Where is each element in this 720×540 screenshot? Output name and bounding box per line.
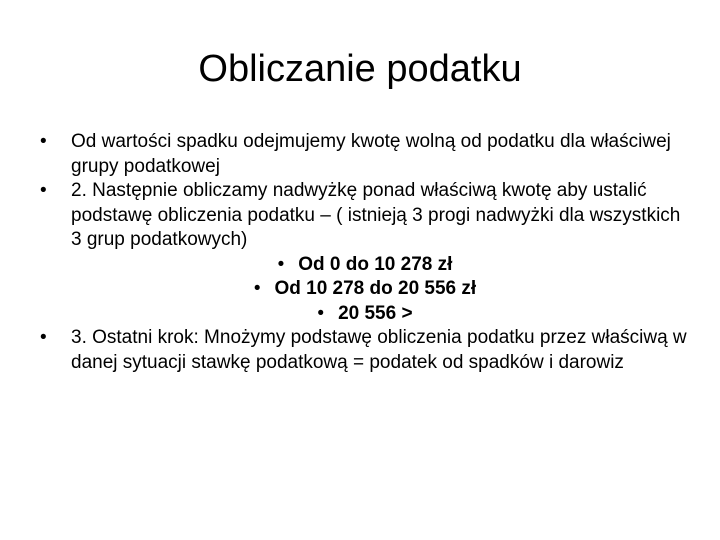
threshold-item xyxy=(40,253,690,278)
list-item-text: 2. Następnie obliczamy nadwyżkę ponad właściwą kwotę aby ustalić podstawę obliczenia podatku – ( istnieją 3 progi nadwyżki dla wszystkich 3 grup podatkowych) xyxy=(71,180,681,250)
bullet-list xyxy=(40,130,690,375)
threshold-text: Od 0 do 10 278 zł xyxy=(298,253,453,275)
list-item xyxy=(40,326,690,375)
bullet-icon: • xyxy=(253,278,261,299)
bullet-icon: • xyxy=(40,131,47,152)
threshold-text: 20 556 > xyxy=(338,302,413,324)
bullet-icon: • xyxy=(40,327,47,348)
bullet-icon: • xyxy=(277,253,285,275)
threshold-item xyxy=(40,302,690,327)
slide-title: Obliczanie podatku xyxy=(198,48,522,90)
list-item-text: 3. Ostatni krok: Mnożymy podstawę obliczenia podatku przez właściwą w danej sytuacji stawkę podatkową = podatek od spadków i darowiz xyxy=(71,327,687,373)
list-item xyxy=(40,179,690,253)
list-item xyxy=(40,130,690,179)
bullet-icon: • xyxy=(317,302,325,324)
threshold-text: Od 10 278 do 20 556 zł xyxy=(274,278,477,299)
list-item-text: Od wartości spadku odejmujemy kwotę wolną od podatku dla właściwej grupy podatkowej xyxy=(71,131,671,177)
threshold-item xyxy=(40,277,690,302)
bullet-icon: • xyxy=(40,180,47,201)
